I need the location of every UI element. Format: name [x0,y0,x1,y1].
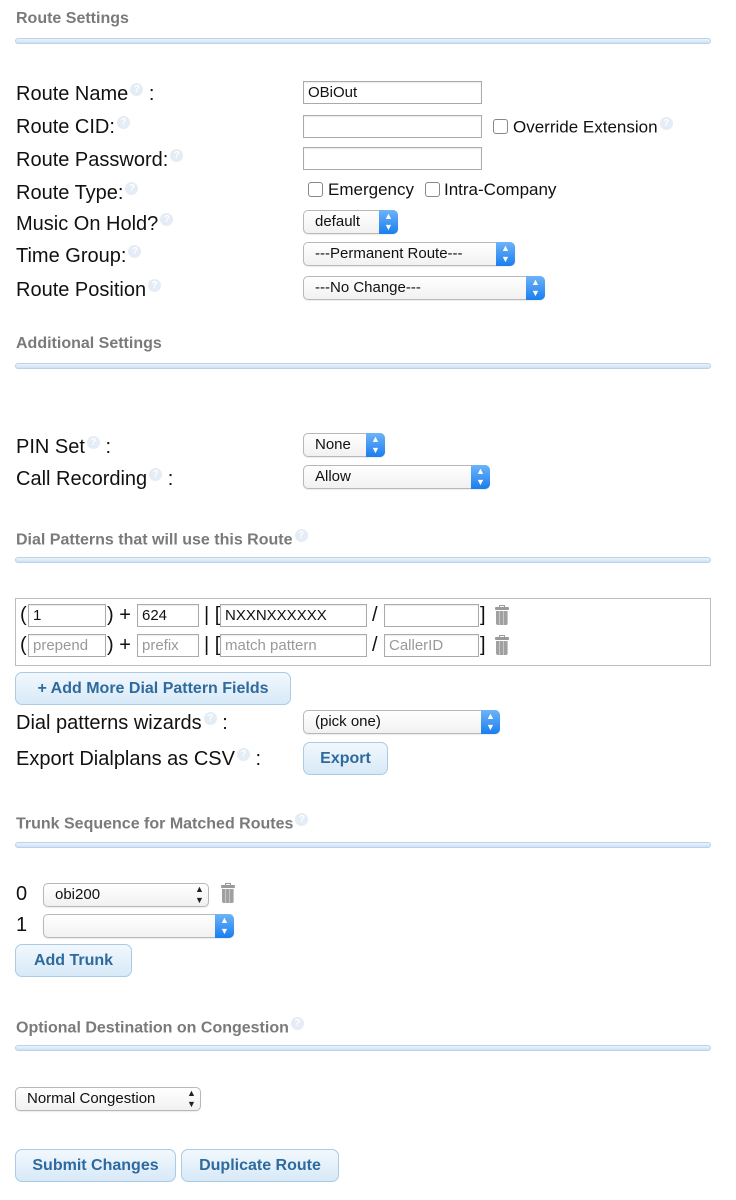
match-pattern-input[interactable] [220,634,367,657]
help-icon[interactable]: ? [148,279,161,292]
section-divider [15,38,711,44]
route-settings-heading: Route Settings [16,10,129,27]
chevron-up-down-icon: ▲ ▼ [379,210,398,234]
trash-icon[interactable] [494,606,510,626]
call-recording-select[interactable]: Allow ▲ ▼ [303,465,490,489]
route-password-label: Route Password: ? [16,149,183,172]
prepend-input[interactable] [28,604,106,627]
help-icon[interactable]: ? [295,813,308,826]
submit-changes-button[interactable]: Submit Changes [15,1149,176,1182]
help-icon[interactable]: ? [660,117,673,130]
dial-patterns-wizards-label: Dial patterns wizards ? : [16,712,228,734]
chevron-up-down-icon: ▲ ▼ [471,465,490,489]
help-icon[interactable]: ? [149,468,162,481]
emergency-checkbox[interactable] [308,182,323,197]
override-extension-checkbox[interactable] [493,119,508,134]
trash-icon[interactable] [220,884,236,904]
trunk-index: 1 [16,914,28,936]
route-password-input[interactable] [303,147,482,170]
add-trunk-button[interactable]: Add Trunk [15,944,132,977]
help-icon[interactable]: ? [128,245,141,258]
prefix-input[interactable] [137,604,199,627]
emergency-label: Emergency [328,180,414,199]
route-position-label: Route Position ? [16,279,161,302]
section-divider [15,1045,711,1051]
match-pattern-input[interactable] [220,604,367,627]
help-icon[interactable]: ? [87,436,100,449]
trunk-select[interactable]: obi200 ▲ ▼ [43,883,209,907]
route-cid-label: Route CID: ? [16,116,130,139]
route-name-input[interactable] [303,81,482,104]
help-icon[interactable]: ? [291,1017,304,1030]
pin-set-select[interactable]: None ▲ ▼ [303,433,385,457]
prepend-input[interactable] [28,634,106,657]
route-position-select[interactable]: ---No Change--- ▲ ▼ [303,276,545,300]
trunk-sequence-heading: Trunk Sequence for Matched Routes ? [16,813,308,833]
chevron-up-down-icon: ▲ ▼ [215,914,234,938]
help-icon[interactable]: ? [170,149,183,162]
help-icon[interactable]: ? [130,83,143,96]
trunk-select[interactable] [43,914,234,938]
trash-icon[interactable] [494,636,510,656]
chevron-up-down-icon: ▲ ▼ [526,276,545,300]
export-button[interactable]: Export [303,742,388,775]
route-cid-input[interactable] [303,115,482,138]
music-on-hold-select[interactable]: default ▲ ▼ [303,210,398,234]
help-icon[interactable]: ? [295,529,308,542]
intra-company-label: Intra-Company [444,180,557,199]
time-group-label: Time Group: ? [16,245,141,268]
time-group-select[interactable]: ---Permanent Route--- ▲ ▼ [303,242,515,266]
prefix-input[interactable] [137,634,199,657]
help-icon[interactable]: ? [237,748,250,761]
callerid-input[interactable] [384,634,479,657]
chevron-up-down-icon: ▲ ▼ [481,710,500,734]
chevron-up-down-icon: ▲ ▼ [366,433,385,457]
route-type-label: Route Type: ? [16,182,138,205]
help-icon[interactable]: ? [125,182,138,195]
help-icon[interactable]: ? [160,213,173,226]
trunk-index: 0 [16,883,28,905]
duplicate-route-button[interactable]: Duplicate Route [181,1149,339,1182]
export-dialplans-label: Export Dialplans as CSV ? : [16,748,262,770]
section-divider [15,842,711,848]
congestion-heading: Optional Destination on Congestion ? [16,1017,304,1037]
route-name-label: Route Name ? : [16,83,155,105]
call-recording-label: Call Recording ? : [16,468,174,490]
section-divider [15,363,711,369]
chevron-up-down-icon: ▲ ▼ [195,884,204,905]
chevron-up-down-icon: ▲ ▼ [496,242,515,266]
music-on-hold-label: Music On Hold? ? [16,213,173,236]
dial-patterns-heading: Dial Patterns that will use this Route ? [16,529,308,549]
help-icon[interactable]: ? [117,116,130,129]
chevron-up-down-icon: ▲ ▼ [187,1088,196,1109]
congestion-destination-select[interactable]: Normal Congestion ▲ ▼ [15,1087,201,1111]
section-divider [15,557,711,563]
additional-settings-heading: Additional Settings [16,335,162,352]
pin-set-label: PIN Set ? : [16,436,112,458]
intra-company-checkbox[interactable] [425,182,440,197]
dial-patterns-wizards-select[interactable]: (pick one) ▲ ▼ [303,710,500,734]
callerid-input[interactable] [384,604,479,627]
help-icon[interactable]: ? [204,712,217,725]
add-more-dial-pattern-button[interactable]: + Add More Dial Pattern Fields [15,672,291,705]
override-extension-label: Override Extension ? [513,117,673,138]
